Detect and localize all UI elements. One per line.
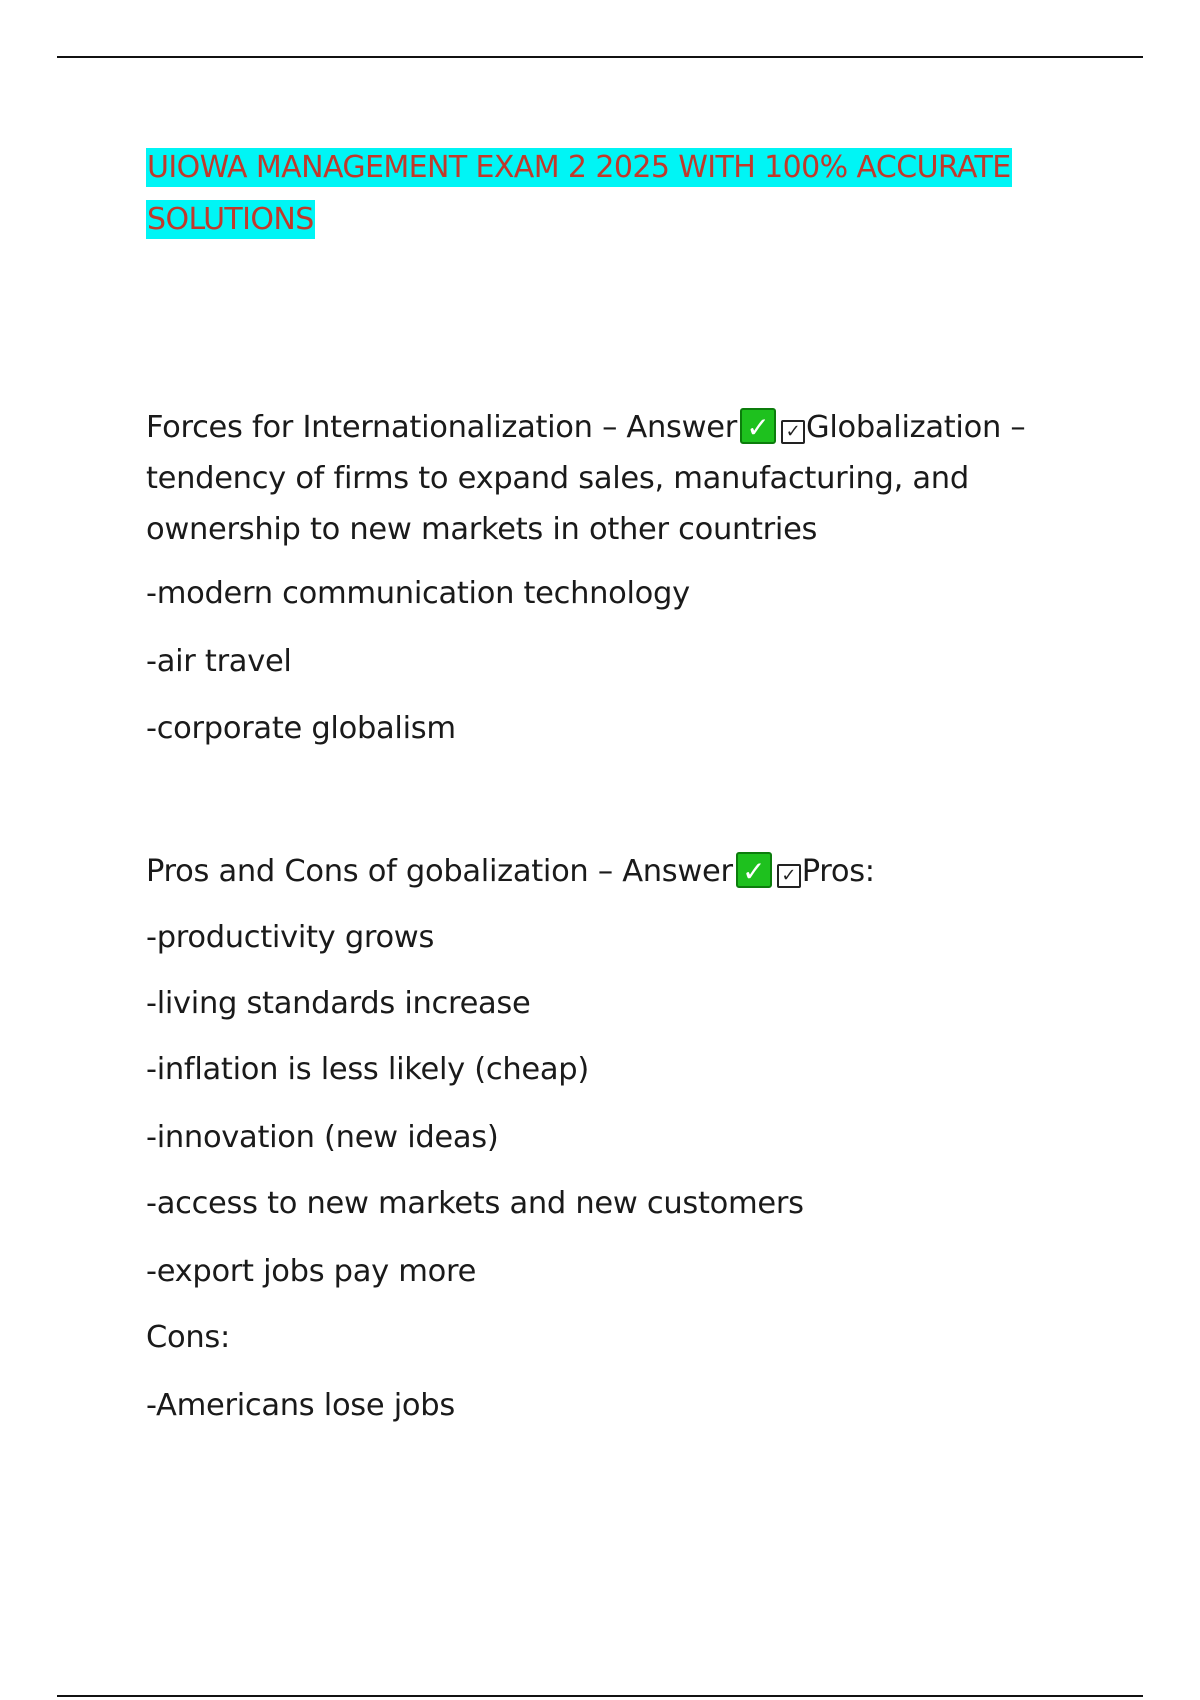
question-1-answer-start: Globalization – <box>805 410 1026 445</box>
document-title <box>146 142 1106 246</box>
question-1-prefix: Forces for Internationalization – Answer <box>146 410 737 445</box>
white-check-mark-icon: ✓ <box>740 408 776 444</box>
list-item: -modern communication technology <box>146 576 690 611</box>
white-check-mark-icon: ✓ <box>736 852 772 888</box>
list-item: -air travel <box>146 644 292 679</box>
ballot-box-with-check-icon: ✓ <box>781 420 805 444</box>
question-2-text <box>146 852 875 889</box>
list-item: -living standards increase <box>146 986 531 1021</box>
footer-rule <box>57 1695 1143 1697</box>
list-item: -Americans lose jobs <box>146 1388 455 1423</box>
list-item: -corporate globalism <box>146 711 456 746</box>
question-2-answer-start: Pros: <box>801 854 875 889</box>
list-item: -inflation is less likely (cheap) <box>146 1052 589 1087</box>
list-item: -innovation (new ideas) <box>146 1120 499 1155</box>
question-2-prefix: Pros and Cons of gobalization – Answer <box>146 854 733 889</box>
list-item: -access to new markets and new customers <box>146 1186 804 1221</box>
list-item: -export jobs pay more <box>146 1254 477 1289</box>
question-1-text <box>146 402 1096 555</box>
list-item: -productivity grows <box>146 920 435 955</box>
ballot-box-with-check-icon: ✓ <box>777 864 801 888</box>
header-rule <box>57 56 1143 58</box>
title-highlight: UIOWA MANAGEMENT EXAM 2 2025 WITH 100% ACCURATE SOLUTIONS <box>147 150 1011 237</box>
section-label: Cons: <box>146 1320 230 1355</box>
question-1 <box>146 402 1096 555</box>
question-1-answer-cont: tendency of firms to expand sales, manufacturing, and ownership to new markets in other countries <box>146 461 969 547</box>
